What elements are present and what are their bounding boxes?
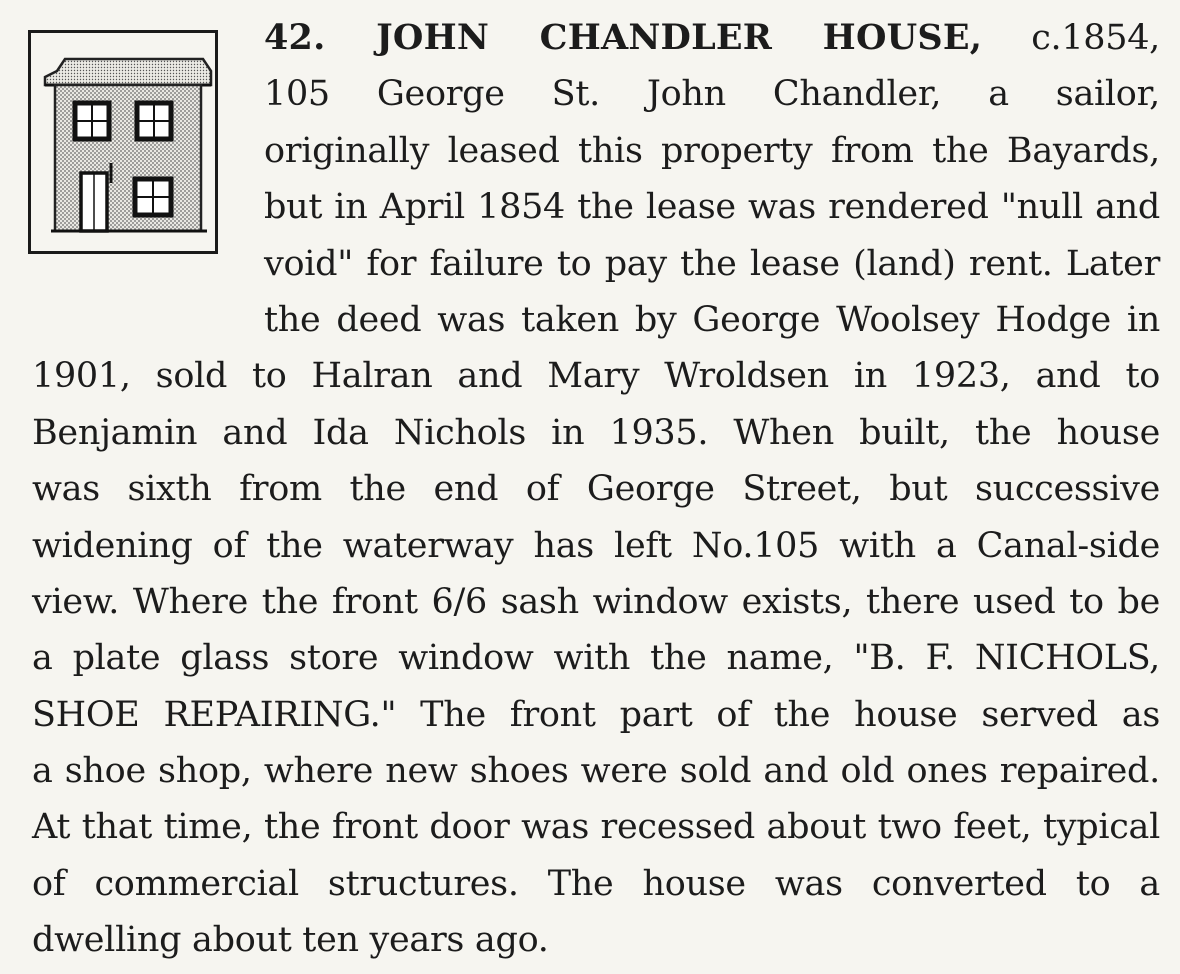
entry-line: widening of the waterway has left No.105 with a Canal-side xyxy=(32,525,1160,566)
entry-line: of commercial structures. The house was converted to a xyxy=(32,863,1160,904)
entry-line: 105 George St. John Chandler, a sailor, xyxy=(264,74,1160,115)
entry-heading-line xyxy=(264,10,1160,66)
entry-line: but in April 1854 the lease was rendered "null and xyxy=(264,187,1160,228)
entry-line: view. Where the front 6/6 sash window exists, there used to be xyxy=(32,581,1160,622)
entry-line: a plate glass store window with the name, "B. F. NICHOLS, xyxy=(32,638,1160,679)
entry-line: dwelling about ten years ago. xyxy=(32,920,549,961)
entry-line: the deed was taken by George Woolsey Hodge in xyxy=(264,299,1160,340)
entry-line: Benjamin and Ida Nichols in 1935. When built, the house xyxy=(32,412,1160,453)
entry-line: originally leased this property from the Bayards, xyxy=(264,130,1160,171)
entry-heading: 42. JOHN CHANDLER HOUSE, xyxy=(264,17,983,58)
entry-line: SHOE REPAIRING." The front part of the house served as xyxy=(32,694,1160,735)
entry-heading-date: c.1854, xyxy=(1031,18,1161,58)
entry-line: void" for failure to pay the lease (land) rent. Later xyxy=(264,243,1160,284)
entry-line: 1901, sold to Halran and Mary Wroldsen in 1923, and to xyxy=(32,356,1160,397)
entry-line: was sixth from the end of George Street, but successive xyxy=(32,469,1160,510)
entry-text xyxy=(32,10,1160,969)
entry-line: At that time, the front door was recessed about two feet, typical xyxy=(32,807,1160,848)
entry-line: a shoe shop, where new shoes were sold and old ones repaired. xyxy=(32,751,1160,792)
